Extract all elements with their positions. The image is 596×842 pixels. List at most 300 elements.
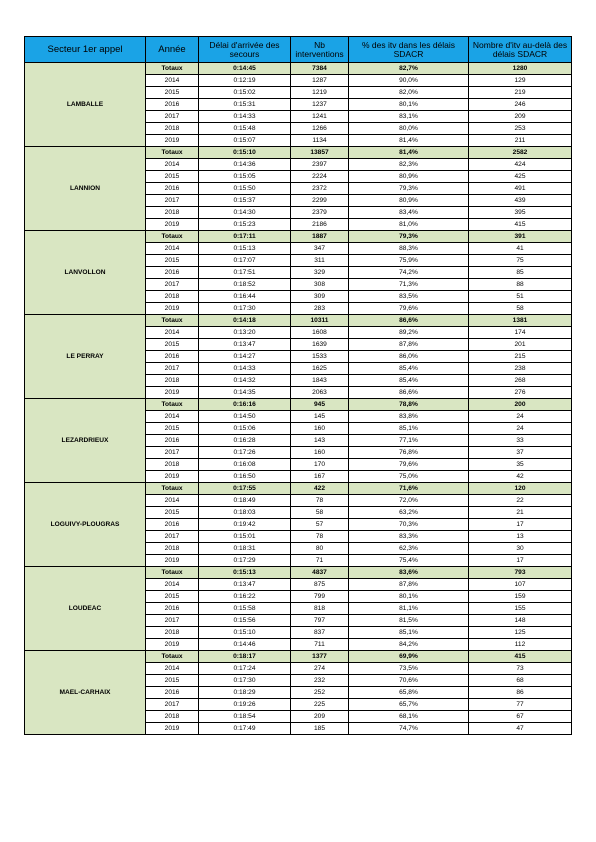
row-label: 2017 [146, 699, 199, 711]
sector-name: LAMBALLE [25, 63, 146, 147]
row-label: 2017 [146, 447, 199, 459]
pct-cell: 81,4% [349, 147, 469, 159]
interventions-cell: 1241 [291, 111, 349, 123]
interventions-cell: 818 [291, 603, 349, 615]
row-label: 2016 [146, 435, 199, 447]
delai-cell: 0:17:55 [199, 483, 291, 495]
pct-cell: 86,6% [349, 387, 469, 399]
row-label: 2018 [146, 543, 199, 555]
pct-cell: 83,3% [349, 531, 469, 543]
pct-cell: 71,6% [349, 483, 469, 495]
au-dela-cell: 24 [469, 423, 572, 435]
header-nb-interventions: Nb interventions [291, 37, 349, 63]
pct-cell: 79,3% [349, 183, 469, 195]
total-row [25, 63, 572, 75]
pct-cell: 81,0% [349, 219, 469, 231]
pct-cell: 81,1% [349, 603, 469, 615]
pct-cell: 88,3% [349, 243, 469, 255]
interventions-cell: 875 [291, 579, 349, 591]
delai-cell: 0:15:06 [199, 423, 291, 435]
row-label: Totaux [146, 651, 199, 663]
row-label: 2018 [146, 627, 199, 639]
delai-cell: 0:17:07 [199, 255, 291, 267]
delai-cell: 0:17:24 [199, 663, 291, 675]
interventions-cell: 58 [291, 507, 349, 519]
row-label: 2016 [146, 603, 199, 615]
header-pct-dans-delais: % des itv dans les délais SDACR [349, 37, 469, 63]
pct-cell: 72,0% [349, 495, 469, 507]
au-dela-cell: 1381 [469, 315, 572, 327]
au-dela-cell: 24 [469, 411, 572, 423]
row-label: 2017 [146, 615, 199, 627]
pct-cell: 81,5% [349, 615, 469, 627]
interventions-cell: 225 [291, 699, 349, 711]
au-dela-cell: 246 [469, 99, 572, 111]
interventions-cell: 2379 [291, 207, 349, 219]
row-label: 2017 [146, 111, 199, 123]
pct-cell: 90,0% [349, 75, 469, 87]
interventions-cell: 2063 [291, 387, 349, 399]
au-dela-cell: 125 [469, 627, 572, 639]
row-label: 2018 [146, 291, 199, 303]
pct-cell: 74,2% [349, 267, 469, 279]
delai-cell: 0:16:28 [199, 435, 291, 447]
row-label: 2014 [146, 495, 199, 507]
row-label: 2019 [146, 135, 199, 147]
pct-cell: 78,8% [349, 399, 469, 411]
au-dela-cell: 17 [469, 519, 572, 531]
row-label: 2014 [146, 327, 199, 339]
interventions-cell: 711 [291, 639, 349, 651]
au-dela-cell: 47 [469, 723, 572, 735]
row-label: 2018 [146, 711, 199, 723]
delai-cell: 0:15:01 [199, 531, 291, 543]
pct-cell: 74,7% [349, 723, 469, 735]
interventions-cell: 1287 [291, 75, 349, 87]
interventions-cell: 329 [291, 267, 349, 279]
header-delai: Délai d'arrivée des secours [199, 37, 291, 63]
au-dela-cell: 415 [469, 651, 572, 663]
pct-cell: 82,0% [349, 87, 469, 99]
row-label: 2019 [146, 387, 199, 399]
delai-cell: 0:13:47 [199, 339, 291, 351]
pct-cell: 85,4% [349, 375, 469, 387]
row-label: 2019 [146, 555, 199, 567]
au-dela-cell: 211 [469, 135, 572, 147]
sector-name: LANNION [25, 147, 146, 231]
pct-cell: 83,8% [349, 411, 469, 423]
pct-cell: 73,5% [349, 663, 469, 675]
pct-cell: 86,6% [349, 315, 469, 327]
au-dela-cell: 67 [469, 711, 572, 723]
row-label: Totaux [146, 315, 199, 327]
interventions-cell: 7384 [291, 63, 349, 75]
row-label: 2019 [146, 303, 199, 315]
row-label: 2016 [146, 183, 199, 195]
delai-cell: 0:15:58 [199, 603, 291, 615]
interventions-cell: 1625 [291, 363, 349, 375]
au-dela-cell: 88 [469, 279, 572, 291]
sector-name: LEZARDRIEUX [25, 399, 146, 483]
row-label: 2019 [146, 639, 199, 651]
row-label: 2016 [146, 99, 199, 111]
pct-cell: 83,5% [349, 291, 469, 303]
au-dela-cell: 415 [469, 219, 572, 231]
delai-cell: 0:15:13 [199, 567, 291, 579]
interventions-cell: 2299 [291, 195, 349, 207]
delai-cell: 0:15:23 [199, 219, 291, 231]
row-label: 2015 [146, 591, 199, 603]
delai-cell: 0:12:19 [199, 75, 291, 87]
delai-cell: 0:14:27 [199, 351, 291, 363]
pct-cell: 63,2% [349, 507, 469, 519]
pct-cell: 83,4% [349, 207, 469, 219]
pct-cell: 81,4% [349, 135, 469, 147]
interventions-cell: 170 [291, 459, 349, 471]
row-label: 2014 [146, 159, 199, 171]
interventions-cell: 252 [291, 687, 349, 699]
total-row [25, 147, 572, 159]
au-dela-cell: 120 [469, 483, 572, 495]
interventions-cell: 2397 [291, 159, 349, 171]
au-dela-cell: 21 [469, 507, 572, 519]
interventions-cell: 837 [291, 627, 349, 639]
row-label: 2019 [146, 219, 199, 231]
row-label: Totaux [146, 483, 199, 495]
pct-cell: 84,2% [349, 639, 469, 651]
interventions-cell: 143 [291, 435, 349, 447]
row-label: 2014 [146, 411, 199, 423]
au-dela-cell: 253 [469, 123, 572, 135]
au-dela-cell: 2582 [469, 147, 572, 159]
interventions-cell: 232 [291, 675, 349, 687]
delai-cell: 0:14:50 [199, 411, 291, 423]
delai-cell: 0:14:45 [199, 63, 291, 75]
au-dela-cell: 209 [469, 111, 572, 123]
row-label: 2014 [146, 243, 199, 255]
au-dela-cell: 276 [469, 387, 572, 399]
row-label: 2015 [146, 339, 199, 351]
delai-cell: 0:15:10 [199, 627, 291, 639]
delai-cell: 0:16:44 [199, 291, 291, 303]
delai-cell: 0:17:11 [199, 231, 291, 243]
au-dela-cell: 73 [469, 663, 572, 675]
interventions-cell: 283 [291, 303, 349, 315]
interventions-cell: 209 [291, 711, 349, 723]
delai-cell: 0:18:29 [199, 687, 291, 699]
sector-name: LOUDEAC [25, 567, 146, 651]
sector-name: LE PERRAY [25, 315, 146, 399]
delai-cell: 0:14:36 [199, 159, 291, 171]
pct-cell: 68,1% [349, 711, 469, 723]
sector-name: MAEL-CARHAIX [25, 651, 146, 735]
pct-cell: 70,3% [349, 519, 469, 531]
interventions-cell: 167 [291, 471, 349, 483]
row-label: 2015 [146, 507, 199, 519]
delai-cell: 0:14:46 [199, 639, 291, 651]
delai-cell: 0:14:30 [199, 207, 291, 219]
interventions-cell: 1219 [291, 87, 349, 99]
au-dela-cell: 793 [469, 567, 572, 579]
pct-cell: 65,8% [349, 687, 469, 699]
delai-cell: 0:14:35 [199, 387, 291, 399]
au-dela-cell: 13 [469, 531, 572, 543]
row-label: 2015 [146, 675, 199, 687]
au-dela-cell: 159 [469, 591, 572, 603]
pct-cell: 62,3% [349, 543, 469, 555]
au-dela-cell: 41 [469, 243, 572, 255]
interventions-cell: 2224 [291, 171, 349, 183]
delai-cell: 0:18:03 [199, 507, 291, 519]
interventions-cell: 10311 [291, 315, 349, 327]
pct-cell: 83,1% [349, 111, 469, 123]
interventions-cell: 309 [291, 291, 349, 303]
delai-cell: 0:16:22 [199, 591, 291, 603]
interventions-cell: 2186 [291, 219, 349, 231]
delai-cell: 0:18:52 [199, 279, 291, 291]
row-label: 2015 [146, 171, 199, 183]
pct-cell: 80,1% [349, 99, 469, 111]
au-dela-cell: 33 [469, 435, 572, 447]
pct-cell: 80,9% [349, 195, 469, 207]
interventions-cell: 422 [291, 483, 349, 495]
delai-cell: 0:13:20 [199, 327, 291, 339]
au-dela-cell: 86 [469, 687, 572, 699]
sdacr-table [24, 36, 572, 735]
pct-cell: 79,6% [349, 459, 469, 471]
au-dela-cell: 22 [469, 495, 572, 507]
delai-cell: 0:15:48 [199, 123, 291, 135]
row-label: 2017 [146, 531, 199, 543]
interventions-cell: 1134 [291, 135, 349, 147]
row-label: 2015 [146, 255, 199, 267]
au-dela-cell: 75 [469, 255, 572, 267]
delai-cell: 0:16:16 [199, 399, 291, 411]
interventions-cell: 1843 [291, 375, 349, 387]
au-dela-cell: 77 [469, 699, 572, 711]
interventions-cell: 185 [291, 723, 349, 735]
au-dela-cell: 17 [469, 555, 572, 567]
delai-cell: 0:14:33 [199, 363, 291, 375]
delai-cell: 0:15:02 [199, 87, 291, 99]
delai-cell: 0:18:31 [199, 543, 291, 555]
sector-name: LOGUIVY-PLOUGRAS [25, 483, 146, 567]
delai-cell: 0:14:18 [199, 315, 291, 327]
pct-cell: 85,1% [349, 627, 469, 639]
pct-cell: 85,1% [349, 423, 469, 435]
pct-cell: 80,9% [349, 171, 469, 183]
delai-cell: 0:17:30 [199, 303, 291, 315]
au-dela-cell: 268 [469, 375, 572, 387]
row-label: 2018 [146, 123, 199, 135]
au-dela-cell: 155 [469, 603, 572, 615]
interventions-cell: 145 [291, 411, 349, 423]
row-label: 2016 [146, 519, 199, 531]
delai-cell: 0:15:05 [199, 171, 291, 183]
delai-cell: 0:17:26 [199, 447, 291, 459]
pct-cell: 82,7% [349, 63, 469, 75]
delai-cell: 0:18:54 [199, 711, 291, 723]
interventions-cell: 1237 [291, 99, 349, 111]
total-row [25, 231, 572, 243]
au-dela-cell: 174 [469, 327, 572, 339]
pct-cell: 70,6% [349, 675, 469, 687]
interventions-cell: 311 [291, 255, 349, 267]
table-body [25, 63, 572, 735]
au-dela-cell: 85 [469, 267, 572, 279]
delai-cell: 0:17:29 [199, 555, 291, 567]
sector-name: LANVOLLON [25, 231, 146, 315]
row-label: 2018 [146, 207, 199, 219]
interventions-cell: 1533 [291, 351, 349, 363]
delai-cell: 0:15:31 [199, 99, 291, 111]
delai-cell: 0:19:26 [199, 699, 291, 711]
delai-cell: 0:14:33 [199, 111, 291, 123]
row-label: 2016 [146, 687, 199, 699]
total-row [25, 399, 572, 411]
au-dela-cell: 395 [469, 207, 572, 219]
delai-cell: 0:17:49 [199, 723, 291, 735]
delai-cell: 0:19:42 [199, 519, 291, 531]
pct-cell: 75,4% [349, 555, 469, 567]
au-dela-cell: 391 [469, 231, 572, 243]
row-label: 2016 [146, 351, 199, 363]
delai-cell: 0:15:50 [199, 183, 291, 195]
row-label: 2015 [146, 87, 199, 99]
pct-cell: 65,7% [349, 699, 469, 711]
au-dela-cell: 200 [469, 399, 572, 411]
au-dela-cell: 424 [469, 159, 572, 171]
row-label: 2019 [146, 471, 199, 483]
pct-cell: 83,6% [349, 567, 469, 579]
row-label: Totaux [146, 399, 199, 411]
interventions-cell: 1608 [291, 327, 349, 339]
interventions-cell: 347 [291, 243, 349, 255]
header-annee: Année [146, 37, 199, 63]
interventions-cell: 274 [291, 663, 349, 675]
delai-cell: 0:17:30 [199, 675, 291, 687]
interventions-cell: 13857 [291, 147, 349, 159]
au-dela-cell: 42 [469, 471, 572, 483]
row-label: 2017 [146, 363, 199, 375]
delai-cell: 0:15:10 [199, 147, 291, 159]
interventions-cell: 4837 [291, 567, 349, 579]
pct-cell: 69,9% [349, 651, 469, 663]
au-dela-cell: 425 [469, 171, 572, 183]
au-dela-cell: 491 [469, 183, 572, 195]
interventions-cell: 945 [291, 399, 349, 411]
row-label: 2018 [146, 375, 199, 387]
table-header [25, 37, 572, 63]
interventions-cell: 160 [291, 423, 349, 435]
row-label: Totaux [146, 63, 199, 75]
header-secteur: Secteur 1er appel [25, 37, 146, 63]
delai-cell: 0:16:50 [199, 471, 291, 483]
delai-cell: 0:18:17 [199, 651, 291, 663]
total-row [25, 483, 572, 495]
interventions-cell: 1639 [291, 339, 349, 351]
interventions-cell: 78 [291, 531, 349, 543]
pct-cell: 79,6% [349, 303, 469, 315]
interventions-cell: 160 [291, 447, 349, 459]
delai-cell: 0:15:56 [199, 615, 291, 627]
au-dela-cell: 201 [469, 339, 572, 351]
interventions-cell: 308 [291, 279, 349, 291]
header-nb-au-dela: Nombre d'itv au-delà des délais SDACR [469, 37, 572, 63]
au-dela-cell: 129 [469, 75, 572, 87]
delai-cell: 0:13:47 [199, 579, 291, 591]
interventions-cell: 80 [291, 543, 349, 555]
pct-cell: 87,8% [349, 339, 469, 351]
interventions-cell: 71 [291, 555, 349, 567]
row-label: 2018 [146, 459, 199, 471]
total-row [25, 315, 572, 327]
pct-cell: 86,0% [349, 351, 469, 363]
delai-cell: 0:16:08 [199, 459, 291, 471]
au-dela-cell: 68 [469, 675, 572, 687]
pct-cell: 87,8% [349, 579, 469, 591]
interventions-cell: 57 [291, 519, 349, 531]
total-row [25, 651, 572, 663]
row-label: 2014 [146, 663, 199, 675]
au-dela-cell: 219 [469, 87, 572, 99]
pct-cell: 79,3% [349, 231, 469, 243]
total-row [25, 567, 572, 579]
pct-cell: 75,9% [349, 255, 469, 267]
delai-cell: 0:14:32 [199, 375, 291, 387]
pct-cell: 80,1% [349, 591, 469, 603]
au-dela-cell: 112 [469, 639, 572, 651]
au-dela-cell: 1280 [469, 63, 572, 75]
interventions-cell: 1887 [291, 231, 349, 243]
pct-cell: 77,1% [349, 435, 469, 447]
au-dela-cell: 51 [469, 291, 572, 303]
delai-cell: 0:15:37 [199, 195, 291, 207]
au-dela-cell: 107 [469, 579, 572, 591]
delai-cell: 0:18:49 [199, 495, 291, 507]
au-dela-cell: 238 [469, 363, 572, 375]
interventions-cell: 797 [291, 615, 349, 627]
pct-cell: 82,3% [349, 159, 469, 171]
interventions-cell: 799 [291, 591, 349, 603]
row-label: Totaux [146, 231, 199, 243]
au-dela-cell: 148 [469, 615, 572, 627]
interventions-cell: 78 [291, 495, 349, 507]
row-label: 2016 [146, 267, 199, 279]
interventions-cell: 2372 [291, 183, 349, 195]
row-label: 2017 [146, 279, 199, 291]
pct-cell: 80,0% [349, 123, 469, 135]
delai-cell: 0:15:13 [199, 243, 291, 255]
row-label: 2017 [146, 195, 199, 207]
au-dela-cell: 37 [469, 447, 572, 459]
row-label: 2014 [146, 75, 199, 87]
delai-cell: 0:15:07 [199, 135, 291, 147]
pct-cell: 76,8% [349, 447, 469, 459]
au-dela-cell: 215 [469, 351, 572, 363]
pct-cell: 89,2% [349, 327, 469, 339]
au-dela-cell: 58 [469, 303, 572, 315]
row-label: 2015 [146, 423, 199, 435]
row-label: 2014 [146, 579, 199, 591]
row-label: 2019 [146, 723, 199, 735]
interventions-cell: 1377 [291, 651, 349, 663]
interventions-cell: 1266 [291, 123, 349, 135]
au-dela-cell: 35 [469, 459, 572, 471]
row-label: Totaux [146, 147, 199, 159]
pct-cell: 71,3% [349, 279, 469, 291]
au-dela-cell: 439 [469, 195, 572, 207]
